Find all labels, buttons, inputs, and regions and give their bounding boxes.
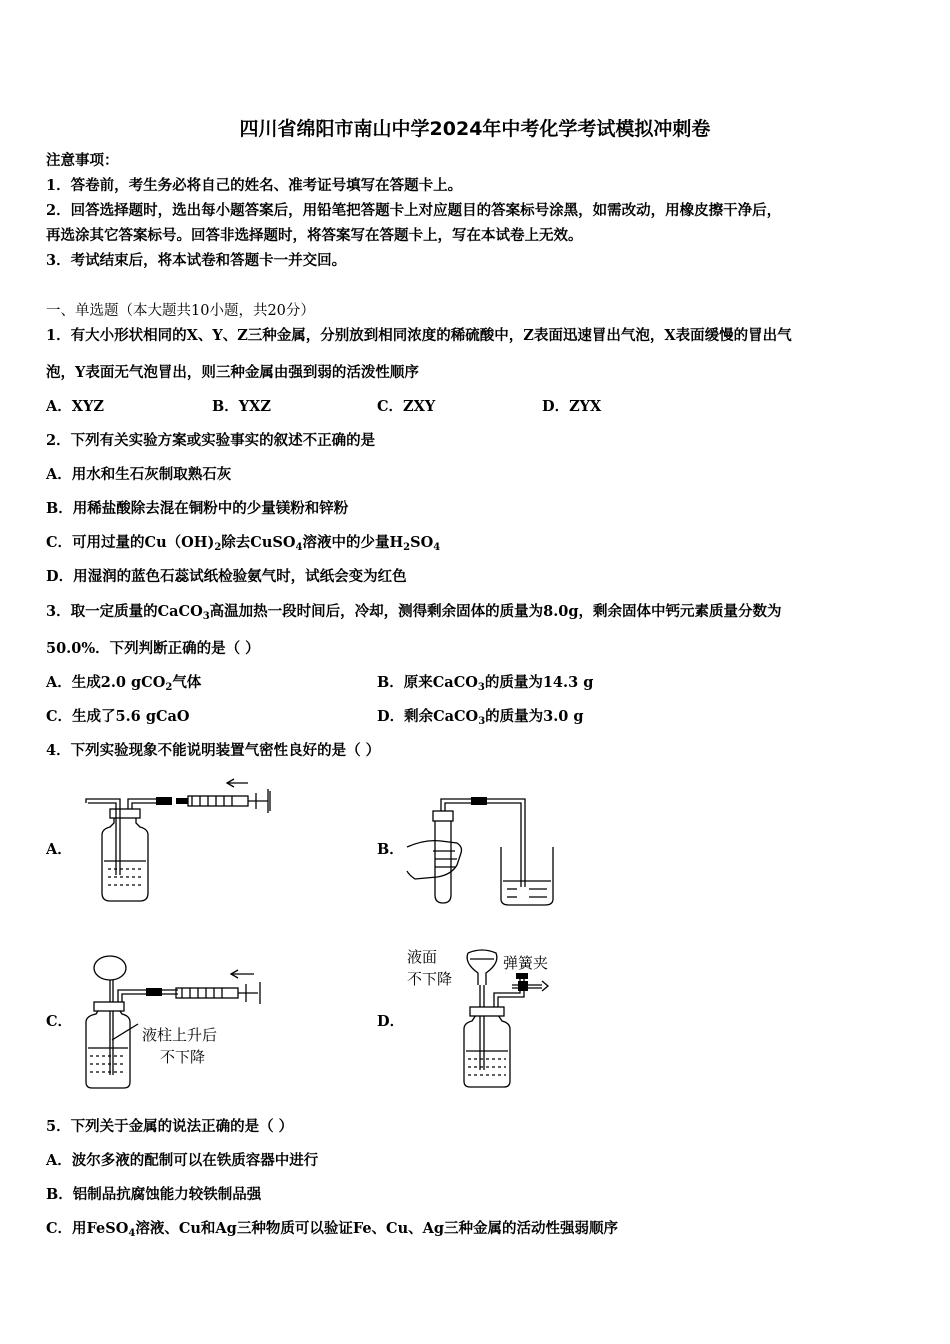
- q4-figure-c: [78, 950, 278, 1090]
- section-heading: 一、单选题（本大题共10小题，共20分）: [46, 303, 315, 319]
- q4-figure-b: [405, 795, 565, 910]
- q4-c-annotation-2: 不下降: [160, 1048, 206, 1066]
- q5-option-c: C．用FeSO$_4$溶液、Cu和Ag三种物质可以验证Fe、Cu、Ag三种金属的活动性强弱顺序: [46, 1220, 619, 1239]
- q4-label-d: D．: [377, 1013, 405, 1030]
- q1-stem-line2: 泡，Y表面无气泡冒出，则三种金属由强到弱的活泼性顺序: [46, 364, 419, 381]
- q3-option-a: A．生成2.0 gCO$_2$气体: [46, 674, 202, 693]
- notice-item-2-cont: 再选涂其它答案标号。回答非选择题时，将答案写在答题卡上，写在本试卷上无效。: [46, 227, 583, 244]
- q1-option-d: D．ZYX: [542, 398, 602, 415]
- q2-stem: 2．下列有关实验方案或实验事实的叙述不正确的是: [46, 432, 376, 449]
- q5-option-a: A．波尔多液的配制可以在铁质容器中进行: [46, 1152, 319, 1169]
- q4-figure-a: [80, 775, 280, 905]
- q4-d-annotation-2: 不下降: [407, 970, 453, 988]
- q3-option-b: B．原来CaCO$_3$的质量为14.3 g: [377, 674, 594, 693]
- q4-label-c: C．: [46, 1013, 73, 1030]
- q1-option-c: C．ZXY: [377, 398, 436, 415]
- q4-stem: 4．下列实验现象不能说明装置气密性良好的是（ ）: [46, 742, 381, 759]
- q4-c-annotation-1: 液柱上升后: [142, 1026, 218, 1044]
- q2-option-b: B．用稀盐酸除去混在铜粉中的少量镁粉和锌粉: [46, 500, 349, 517]
- q3-option-c: C．生成了5.6 gCaO: [46, 708, 190, 725]
- q1-option-b: B．YXZ: [212, 398, 271, 415]
- q5-stem: 5．下列关于金属的说法正确的是（ ）: [46, 1118, 294, 1135]
- notice-item-3: 3．考试结束后，将本试卷和答题卡一并交回。: [46, 252, 347, 269]
- q3-stem-line1: 3．取一定质量的CaCO$_3$高温加热一段时间后，冷却，测得剩余固体的质量为8.0g，剩余固体中钙元素质量分数为: [46, 603, 782, 622]
- q3-stem-line2: 50.0%．下列判断正确的是（ ）: [46, 640, 260, 657]
- q1-stem-line1: 1．有大小形状相同的X、Y、Z三种金属，分别放到相同浓度的稀硫酸中，Z表面迅速冒出气泡，X表面缓慢的冒出气: [46, 327, 792, 344]
- q4-d-annotation-1: 液面: [407, 948, 438, 966]
- q5-option-b: B．铝制品抗腐蚀能力较铁制品强: [46, 1186, 262, 1203]
- q4-label-a: A．: [46, 841, 72, 858]
- page-title: 四川省绵阳市南山中学2024年中考化学考试模拟冲刺卷: [239, 118, 711, 140]
- notice-heading: 注意事项：: [46, 152, 119, 169]
- q4-label-b: B．: [377, 841, 404, 858]
- q3-option-d: D．剩余CaCO$_3$的质量为3.0 g: [377, 708, 584, 727]
- q2-option-d: D．用湿润的蓝色石蕊试纸检验氨气时，试纸会变为红色: [46, 568, 407, 585]
- q1-option-a: A．XYZ: [46, 398, 104, 415]
- q4-d-annotation-3: 弹簧夹: [503, 954, 549, 972]
- notice-item-2: 2．回答选择题时，选出每小题答案后，用铅笔把答题卡上对应题目的答案标号涂黑，如需改动，用橡皮擦干净后，: [46, 202, 782, 219]
- q2-option-a: A．用水和生石灰制取熟石灰: [46, 466, 232, 483]
- q2-option-c: C．可用过量的$Cu(OH)_2$除去CuSO$_4$溶液中的少量$H_2SO_4$: [46, 534, 441, 553]
- notice-item-1: 1．答卷前，考生务必将自己的姓名、准考证号填写在答题卡上。: [46, 177, 463, 194]
